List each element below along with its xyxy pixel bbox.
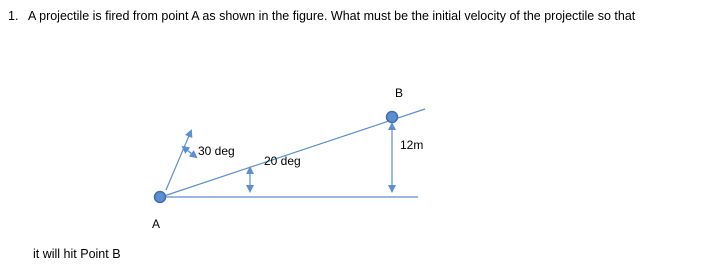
question-continuation: it will hit Point B — [33, 247, 121, 261]
point-b-marker — [387, 112, 398, 123]
launch-direction-arrow — [166, 131, 191, 190]
label-height-12m: 12m — [400, 138, 424, 152]
label-angle-20: 20 deg — [264, 154, 301, 168]
label-point-b: B — [395, 86, 404, 100]
point-a-marker — [155, 192, 166, 203]
label-angle-30: 30 deg — [198, 144, 235, 158]
question-text: A projectile is fired from point A as shown in the figure. What must be the initial velocity of the projectile so that — [28, 9, 636, 23]
angle-30-arrow — [183, 147, 196, 157]
question-number: 1. — [8, 9, 19, 23]
label-point-a: A — [152, 217, 161, 231]
